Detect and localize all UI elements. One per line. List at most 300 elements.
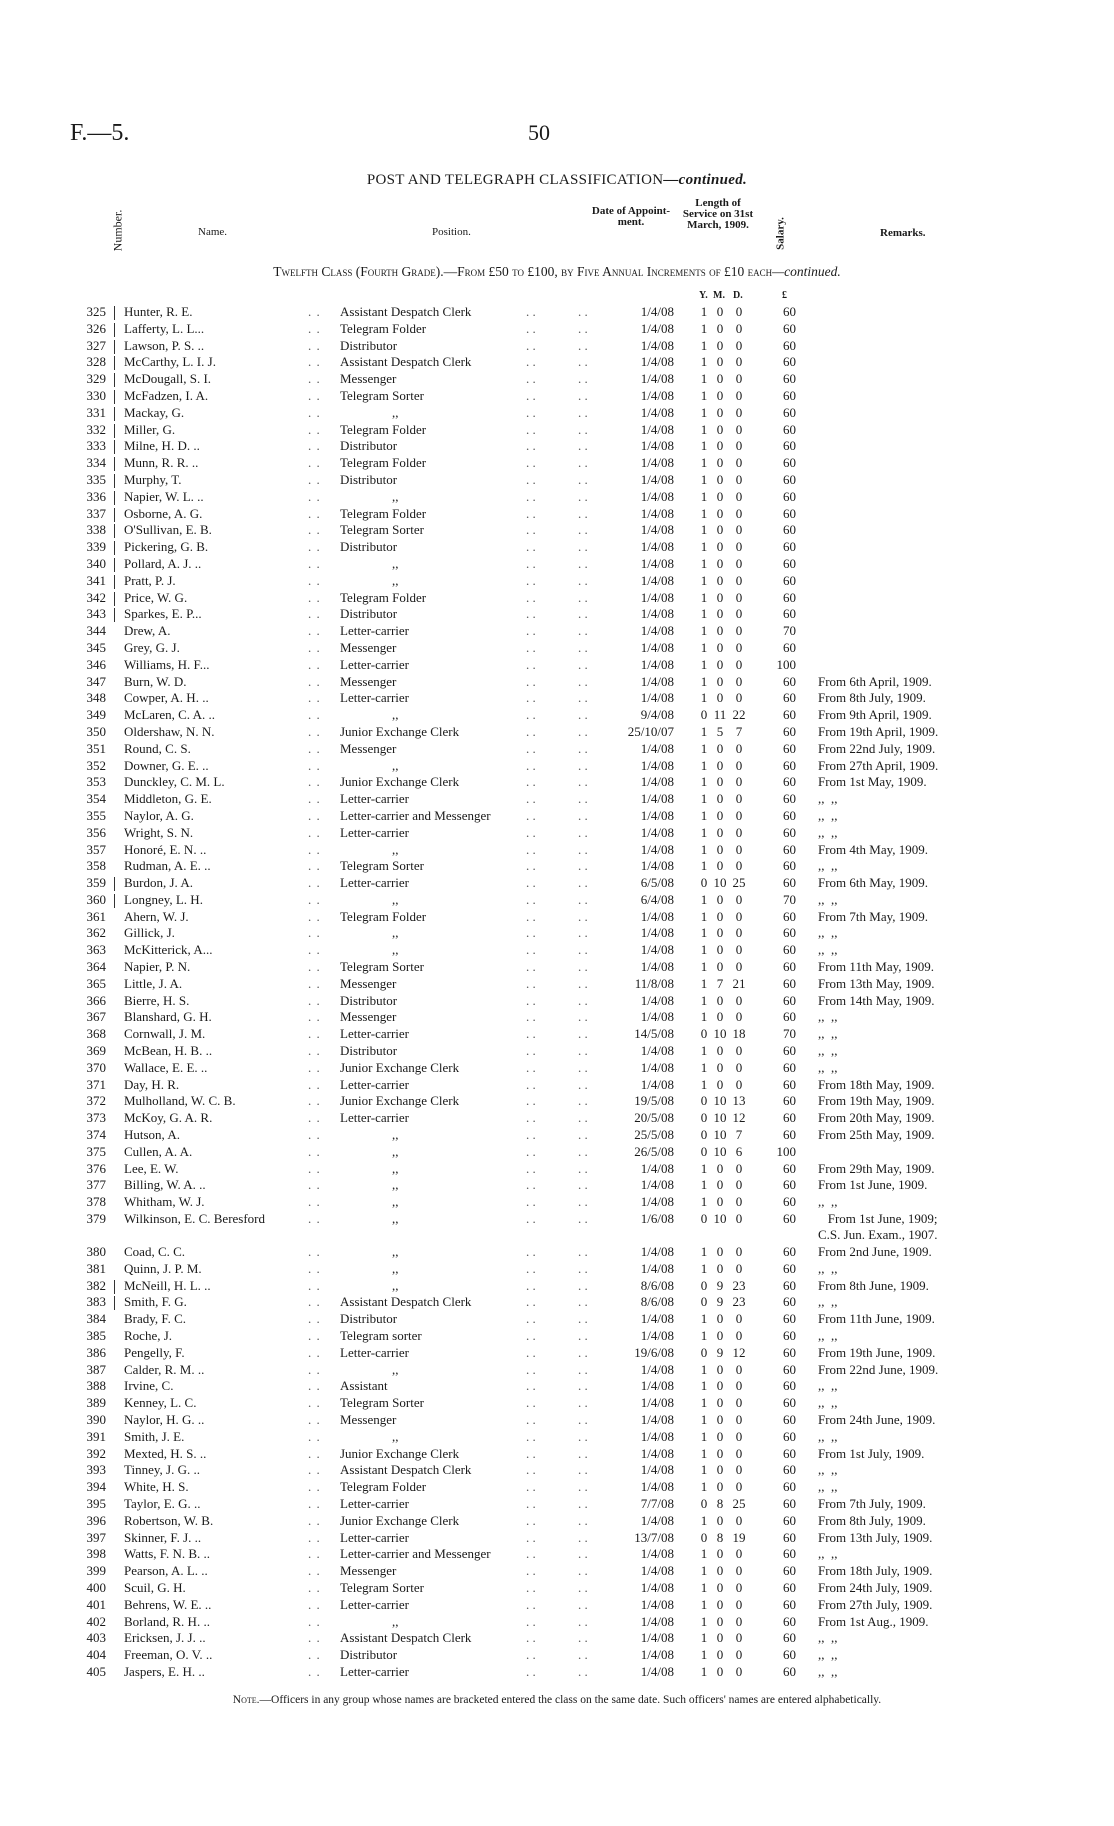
row-days: 0: [735, 1328, 743, 1344]
dot-leader: . .: [578, 1009, 588, 1025]
dot-leader: . .: [526, 1512, 536, 1528]
row-days: 12: [732, 1110, 746, 1126]
row-years: 1: [700, 1630, 708, 1646]
row-remarks: From 19th June, 1909.: [818, 1344, 936, 1360]
table-row: [0, 1513, 1114, 1530]
row-months: 0: [716, 1328, 724, 1344]
row-years: 0: [700, 1344, 708, 1360]
table-row: [0, 489, 1114, 506]
dot-leader: . .: [578, 572, 588, 588]
dot-leader: . .: [308, 1110, 321, 1126]
row-salary: 100: [776, 1143, 796, 1159]
row-years: 1: [700, 354, 708, 370]
table-row: [0, 304, 1114, 321]
row-days: 0: [735, 387, 743, 403]
row-date: 1/4/08: [640, 1512, 674, 1528]
row-name: Behrens, W. E. ..: [124, 1596, 212, 1612]
row-name: Downer, G. E. ..: [124, 757, 209, 773]
dot-leader: . .: [578, 1378, 588, 1394]
row-date: 1/4/08: [640, 1412, 674, 1427]
bracket-mark: [114, 894, 115, 908]
row-name: Ahern, W. J.: [124, 908, 189, 924]
row-name: Little, J. A.: [124, 975, 183, 991]
row-number: 401: [86, 1596, 106, 1612]
row-remarks: From 20th May, 1909.: [818, 1110, 935, 1126]
row-number: 359: [86, 875, 106, 891]
row-position: Telegram Sorter: [340, 522, 424, 538]
dot-leader: . .: [526, 371, 536, 387]
row-position: Telegram Sorter: [340, 1395, 424, 1411]
bracket-mark: [114, 575, 115, 589]
row-name: Irvine, C.: [124, 1378, 174, 1394]
row-months: 0: [716, 757, 724, 773]
row-date: 1/4/08: [640, 1194, 674, 1210]
row-position: Telegram Folder: [340, 589, 427, 605]
row-remarks: ,, ,,: [818, 824, 838, 840]
row-salary: 60: [783, 1328, 796, 1344]
row-salary: 60: [783, 371, 796, 387]
row-date: 1/4/08: [640, 639, 674, 655]
row-number: 403: [86, 1630, 106, 1646]
row-remarks: ,, ,,: [818, 1260, 838, 1276]
dot-leader: . .: [526, 891, 536, 907]
row-years: 1: [700, 1361, 708, 1377]
dot-leader: . .: [308, 1445, 321, 1461]
dot-leader: . .: [308, 1277, 321, 1293]
row-years: 1: [700, 623, 708, 639]
row-position: ,,: [392, 891, 399, 907]
row-months: 0: [716, 908, 724, 924]
dot-leader: . .: [526, 1093, 536, 1109]
row-position: Distributor: [340, 1311, 398, 1327]
dot-leader: . .: [308, 1412, 321, 1427]
row-name: McNeill, H. L. ..: [124, 1277, 211, 1293]
row-number: 344: [86, 623, 106, 639]
row-date: 13/7/08: [634, 1529, 674, 1545]
row-months: 0: [716, 891, 724, 907]
dot-leader: . .: [578, 1277, 588, 1293]
table-row: [0, 1378, 1114, 1395]
table-row: [0, 1412, 1114, 1429]
row-name: Naylor, H. G. ..: [124, 1412, 205, 1427]
class-heading: [0, 264, 1114, 280]
dot-leader: . .: [578, 1579, 588, 1595]
dot-leader: . .: [308, 925, 321, 941]
row-days: 0: [735, 1613, 743, 1629]
row-date: 1/4/08: [640, 354, 674, 370]
row-position: ,,: [392, 841, 399, 857]
dot-leader: . .: [578, 421, 588, 437]
row-months: 0: [716, 488, 724, 504]
row-date: 1/4/08: [640, 1160, 674, 1176]
row-salary: 60: [783, 572, 796, 588]
table-row: [0, 724, 1114, 741]
row-remarks: From 8th June, 1909.: [818, 1277, 929, 1293]
row-date: 1/4/08: [640, 589, 674, 605]
row-salary: 60: [783, 1630, 796, 1646]
row-months: 0: [716, 505, 724, 521]
dot-leader: . .: [578, 1361, 588, 1377]
row-date: 1/4/08: [640, 1462, 674, 1478]
dot-leader: . .: [526, 740, 536, 756]
dot-leader: . .: [526, 791, 536, 807]
row-remarks: ,, ,,: [818, 807, 838, 823]
row-remarks: ,, ,,: [818, 1630, 838, 1646]
row-position: ,,: [392, 1260, 399, 1276]
row-date: 1/4/08: [640, 421, 674, 437]
row-name: Munn, R. R. ..: [124, 455, 199, 471]
dot-leader: . .: [526, 1059, 536, 1075]
row-days: 6: [735, 1143, 743, 1159]
row-years: 1: [700, 1445, 708, 1461]
table-row: [0, 1614, 1114, 1631]
row-position: Telegram Folder: [340, 320, 427, 336]
table-row: [0, 606, 1114, 623]
row-months: 0: [716, 992, 724, 1008]
row-date: 20/5/08: [634, 1110, 674, 1126]
dot-leader: . .: [578, 438, 588, 454]
dot-leader: . .: [578, 539, 588, 555]
row-days: 0: [735, 925, 743, 941]
table-row: [0, 590, 1114, 607]
row-months: 7: [716, 975, 724, 991]
row-salary: 60: [783, 1378, 796, 1394]
dot-leader: . .: [578, 471, 588, 487]
row-number: 379: [86, 1211, 106, 1227]
table-row: [0, 942, 1114, 959]
row-salary: 60: [783, 1244, 796, 1260]
row-months: 0: [716, 1361, 724, 1377]
dot-leader: . .: [578, 522, 588, 538]
row-number: 404: [86, 1647, 106, 1663]
dot-leader: . .: [526, 1412, 536, 1427]
row-number: 405: [86, 1663, 106, 1679]
row-name: Williams, H. F...: [124, 656, 210, 672]
row-days: 18: [732, 1026, 746, 1042]
row-date: 1/6/08: [640, 1211, 674, 1227]
row-number: 394: [86, 1479, 106, 1495]
bracket-mark: [114, 1296, 115, 1310]
dot-leader: . .: [526, 975, 536, 991]
row-days: 0: [735, 1211, 743, 1227]
dot-leader: . .: [526, 1613, 536, 1629]
dot-leader: . .: [308, 1160, 321, 1176]
row-position: Junior Exchange Clerk: [340, 1445, 460, 1461]
row-salary: 60: [783, 354, 796, 370]
dot-leader: . .: [578, 1294, 588, 1310]
dot-leader: . .: [526, 841, 536, 857]
row-position: ,,: [392, 707, 399, 723]
row-date: 1/4/08: [640, 623, 674, 639]
row-months: 0: [716, 1311, 724, 1327]
table-row: [0, 1664, 1114, 1681]
row-date: 1/4/08: [640, 1311, 674, 1327]
row-remarks: From 2nd June, 1909.: [818, 1244, 932, 1260]
row-salary: 60: [783, 1043, 796, 1059]
row-salary: 60: [783, 1428, 796, 1444]
row-salary: 60: [783, 841, 796, 857]
row-days: 0: [735, 908, 743, 924]
dot-leader: . .: [526, 824, 536, 840]
row-remarks: From 1st July, 1909.: [818, 1445, 925, 1461]
dot-leader: . .: [526, 1479, 536, 1495]
table-row: [0, 1261, 1114, 1278]
row-salary: 60: [783, 992, 796, 1008]
row-position: Distributor: [340, 606, 398, 622]
dot-leader: . .: [578, 908, 588, 924]
row-days: 0: [735, 807, 743, 823]
bracket-mark: [114, 541, 115, 555]
table-row: [0, 1278, 1114, 1295]
row-position: Letter-carrier: [340, 1596, 410, 1612]
dot-leader: . .: [308, 1395, 321, 1411]
row-date: 1/4/08: [640, 1596, 674, 1612]
row-remarks: From 13th May, 1909.: [818, 975, 935, 991]
dot-leader: . .: [578, 1244, 588, 1260]
row-number: 327: [86, 337, 106, 353]
row-name: McCarthy, L. I. J.: [124, 354, 216, 370]
row-position: ,,: [392, 1361, 399, 1377]
dot-leader: . .: [578, 589, 588, 605]
row-years: 1: [700, 824, 708, 840]
row-salary: 60: [783, 1445, 796, 1461]
dot-leader: . .: [308, 539, 321, 555]
row-number: 370: [86, 1059, 106, 1075]
dot-leader: . .: [578, 1546, 588, 1562]
row-days: 0: [735, 1395, 743, 1411]
row-position: Assistant: [340, 1378, 388, 1394]
row-days: 0: [735, 1462, 743, 1478]
dot-leader: . .: [308, 522, 321, 538]
row-name: Wright, S. N.: [124, 824, 194, 840]
row-number: 391: [86, 1428, 106, 1444]
row-position: Junior Exchange Clerk: [340, 1512, 460, 1528]
row-position: Messenger: [340, 1563, 397, 1579]
row-days: 0: [735, 522, 743, 538]
dot-leader: . .: [578, 1127, 588, 1143]
row-date: 1/4/08: [640, 807, 674, 823]
staff-table: [0, 304, 1114, 1681]
dot-leader: . .: [526, 354, 536, 370]
row-number: 398: [86, 1546, 106, 1562]
dot-leader: . .: [578, 975, 588, 991]
dot-leader: . .: [308, 875, 321, 891]
row-name: Day, H. R.: [124, 1076, 180, 1092]
dot-leader: . .: [526, 807, 536, 823]
dot-leader: . .: [578, 1043, 588, 1059]
row-salary: 60: [783, 1177, 796, 1193]
row-name: McDougall, S. I.: [124, 371, 212, 387]
dot-leader: . .: [526, 707, 536, 723]
row-years: 1: [700, 690, 708, 706]
row-date: 9/4/08: [640, 707, 674, 723]
row-number: 361: [86, 908, 106, 924]
table-row: [0, 657, 1114, 674]
row-days: 23: [732, 1277, 746, 1293]
row-position: Messenger: [340, 1412, 397, 1427]
dot-leader: . .: [308, 1194, 321, 1210]
dot-leader: . .: [578, 1395, 588, 1411]
row-salary: 60: [783, 639, 796, 655]
row-years: 0: [700, 1110, 708, 1126]
row-salary: 60: [783, 1596, 796, 1612]
dot-leader: . .: [526, 1143, 536, 1159]
row-date: 1/4/08: [640, 656, 674, 672]
row-salary: 60: [783, 858, 796, 874]
dot-leader: . .: [578, 807, 588, 823]
row-years: 1: [700, 639, 708, 655]
row-months: 0: [716, 1260, 724, 1276]
row-days: 0: [735, 1630, 743, 1646]
dot-leader: . .: [578, 1512, 588, 1528]
dot-leader: . .: [308, 488, 321, 504]
table-row: [0, 1630, 1114, 1647]
table-row: [0, 674, 1114, 691]
dot-leader: . .: [578, 942, 588, 958]
row-name: White, H. S.: [124, 1479, 189, 1495]
row-date: 1/4/08: [640, 320, 674, 336]
row-months: 0: [716, 1009, 724, 1025]
row-salary: 60: [783, 673, 796, 689]
row-years: 1: [700, 975, 708, 991]
dot-leader: . .: [526, 1579, 536, 1595]
row-days: 0: [735, 505, 743, 521]
row-years: 1: [700, 807, 708, 823]
dot-leader: . .: [526, 304, 536, 319]
dot-leader: . .: [308, 1093, 321, 1109]
row-date: 1/4/08: [640, 1445, 674, 1461]
row-remarks: ,, ,,: [818, 1395, 838, 1411]
dot-leader: . .: [526, 1663, 536, 1679]
row-months: 0: [716, 673, 724, 689]
dot-leader: . .: [578, 1059, 588, 1075]
row-months: 11: [713, 707, 727, 723]
dot-leader: . .: [526, 774, 536, 790]
row-months: 0: [716, 740, 724, 756]
dot-leader: . .: [308, 1479, 321, 1495]
table-row: [0, 1144, 1114, 1161]
dot-leader: . .: [308, 807, 321, 823]
row-number: 400: [86, 1579, 106, 1595]
dot-leader: . .: [578, 1412, 588, 1427]
row-remarks: ,, ,,: [818, 1026, 838, 1042]
row-number: 384: [86, 1311, 106, 1327]
row-number: 388: [86, 1378, 106, 1394]
table-row: [0, 1479, 1114, 1496]
row-months: 0: [716, 942, 724, 958]
row-position: Messenger: [340, 639, 397, 655]
row-remarks: From 19th May, 1909.: [818, 1093, 935, 1109]
row-date: 1/4/08: [640, 1328, 674, 1344]
row-name: O'Sullivan, E. B.: [124, 522, 212, 538]
row-name: Price, W. G.: [124, 589, 188, 605]
row-salary: 60: [783, 589, 796, 605]
row-salary: 60: [783, 1127, 796, 1143]
dot-leader: . .: [308, 1663, 321, 1679]
row-position: Letter-carrier: [340, 1529, 410, 1545]
row-remarks: ,, ,,: [818, 1663, 838, 1679]
row-position: Assistant Despatch Clerk: [340, 1462, 472, 1478]
row-date: 1/4/08: [640, 539, 674, 555]
row-salary: 60: [783, 1361, 796, 1377]
unit-months: M.: [713, 290, 725, 301]
dot-leader: . .: [308, 1647, 321, 1663]
dot-leader: . .: [578, 320, 588, 336]
row-position: ,,: [392, 1277, 399, 1293]
table-row: [0, 1429, 1114, 1446]
row-salary: 60: [783, 1344, 796, 1360]
row-position: Telegram Folder: [340, 908, 427, 924]
row-date: 1/4/08: [640, 774, 674, 790]
table-row: [0, 1026, 1114, 1043]
row-years: 0: [700, 1143, 708, 1159]
row-name: Roche, J.: [124, 1328, 173, 1344]
row-position: Junior Exchange Clerk: [340, 1059, 460, 1075]
row-months: 0: [716, 1462, 724, 1478]
table-row: [0, 1546, 1114, 1563]
row-position: Distributor: [340, 471, 398, 487]
table-row: [0, 892, 1114, 909]
row-years: 1: [700, 421, 708, 437]
row-years: 1: [700, 1563, 708, 1579]
row-name: Quinn, J. P. M.: [124, 1260, 202, 1276]
dot-leader: . .: [578, 740, 588, 756]
row-remarks: ,, ,,: [818, 1378, 838, 1394]
row-months: 0: [716, 1630, 724, 1646]
row-years: 1: [700, 1076, 708, 1092]
dot-leader: . .: [526, 1110, 536, 1126]
row-years: 1: [700, 1663, 708, 1679]
row-position: Telegram Sorter: [340, 387, 424, 403]
row-name: Milne, H. D. ..: [124, 438, 200, 454]
row-salary: 70: [783, 1026, 796, 1042]
header-number: Number.: [110, 209, 125, 252]
dot-leader: . .: [526, 1177, 536, 1193]
dot-leader: . .: [308, 1260, 321, 1276]
dot-leader: . .: [308, 841, 321, 857]
row-salary: 60: [783, 1194, 796, 1210]
table-row: [0, 1462, 1114, 1479]
row-months: 0: [716, 1244, 724, 1260]
row-number: 351: [86, 740, 106, 756]
row-name: Grey, G. J.: [124, 639, 180, 655]
row-months: 10: [713, 1093, 727, 1109]
dot-leader: . .: [578, 1311, 588, 1327]
row-number: 348: [86, 690, 106, 706]
row-years: 1: [700, 371, 708, 387]
row-salary: 70: [783, 891, 796, 907]
row-years: 1: [700, 471, 708, 487]
dot-leader: . .: [308, 354, 321, 370]
row-salary: 60: [783, 1512, 796, 1528]
table-row: [0, 707, 1114, 724]
row-date: 1/4/08: [640, 1009, 674, 1025]
row-remarks: From 7th May, 1909.: [818, 908, 929, 924]
row-name: McBean, H. B. ..: [124, 1043, 213, 1059]
table-row: [0, 842, 1114, 859]
row-name: Longney, L. H.: [124, 891, 203, 907]
dot-leader: . .: [526, 925, 536, 941]
row-name: McKitterick, A...: [124, 942, 213, 958]
row-position: Assistant Despatch Clerk: [340, 1630, 472, 1646]
row-months: 0: [716, 774, 724, 790]
row-years: 1: [700, 522, 708, 538]
row-position: ,,: [392, 1244, 399, 1260]
dot-leader: . .: [578, 354, 588, 370]
bracket-mark: [114, 1280, 115, 1294]
row-years: 1: [700, 858, 708, 874]
row-months: 0: [716, 606, 724, 622]
